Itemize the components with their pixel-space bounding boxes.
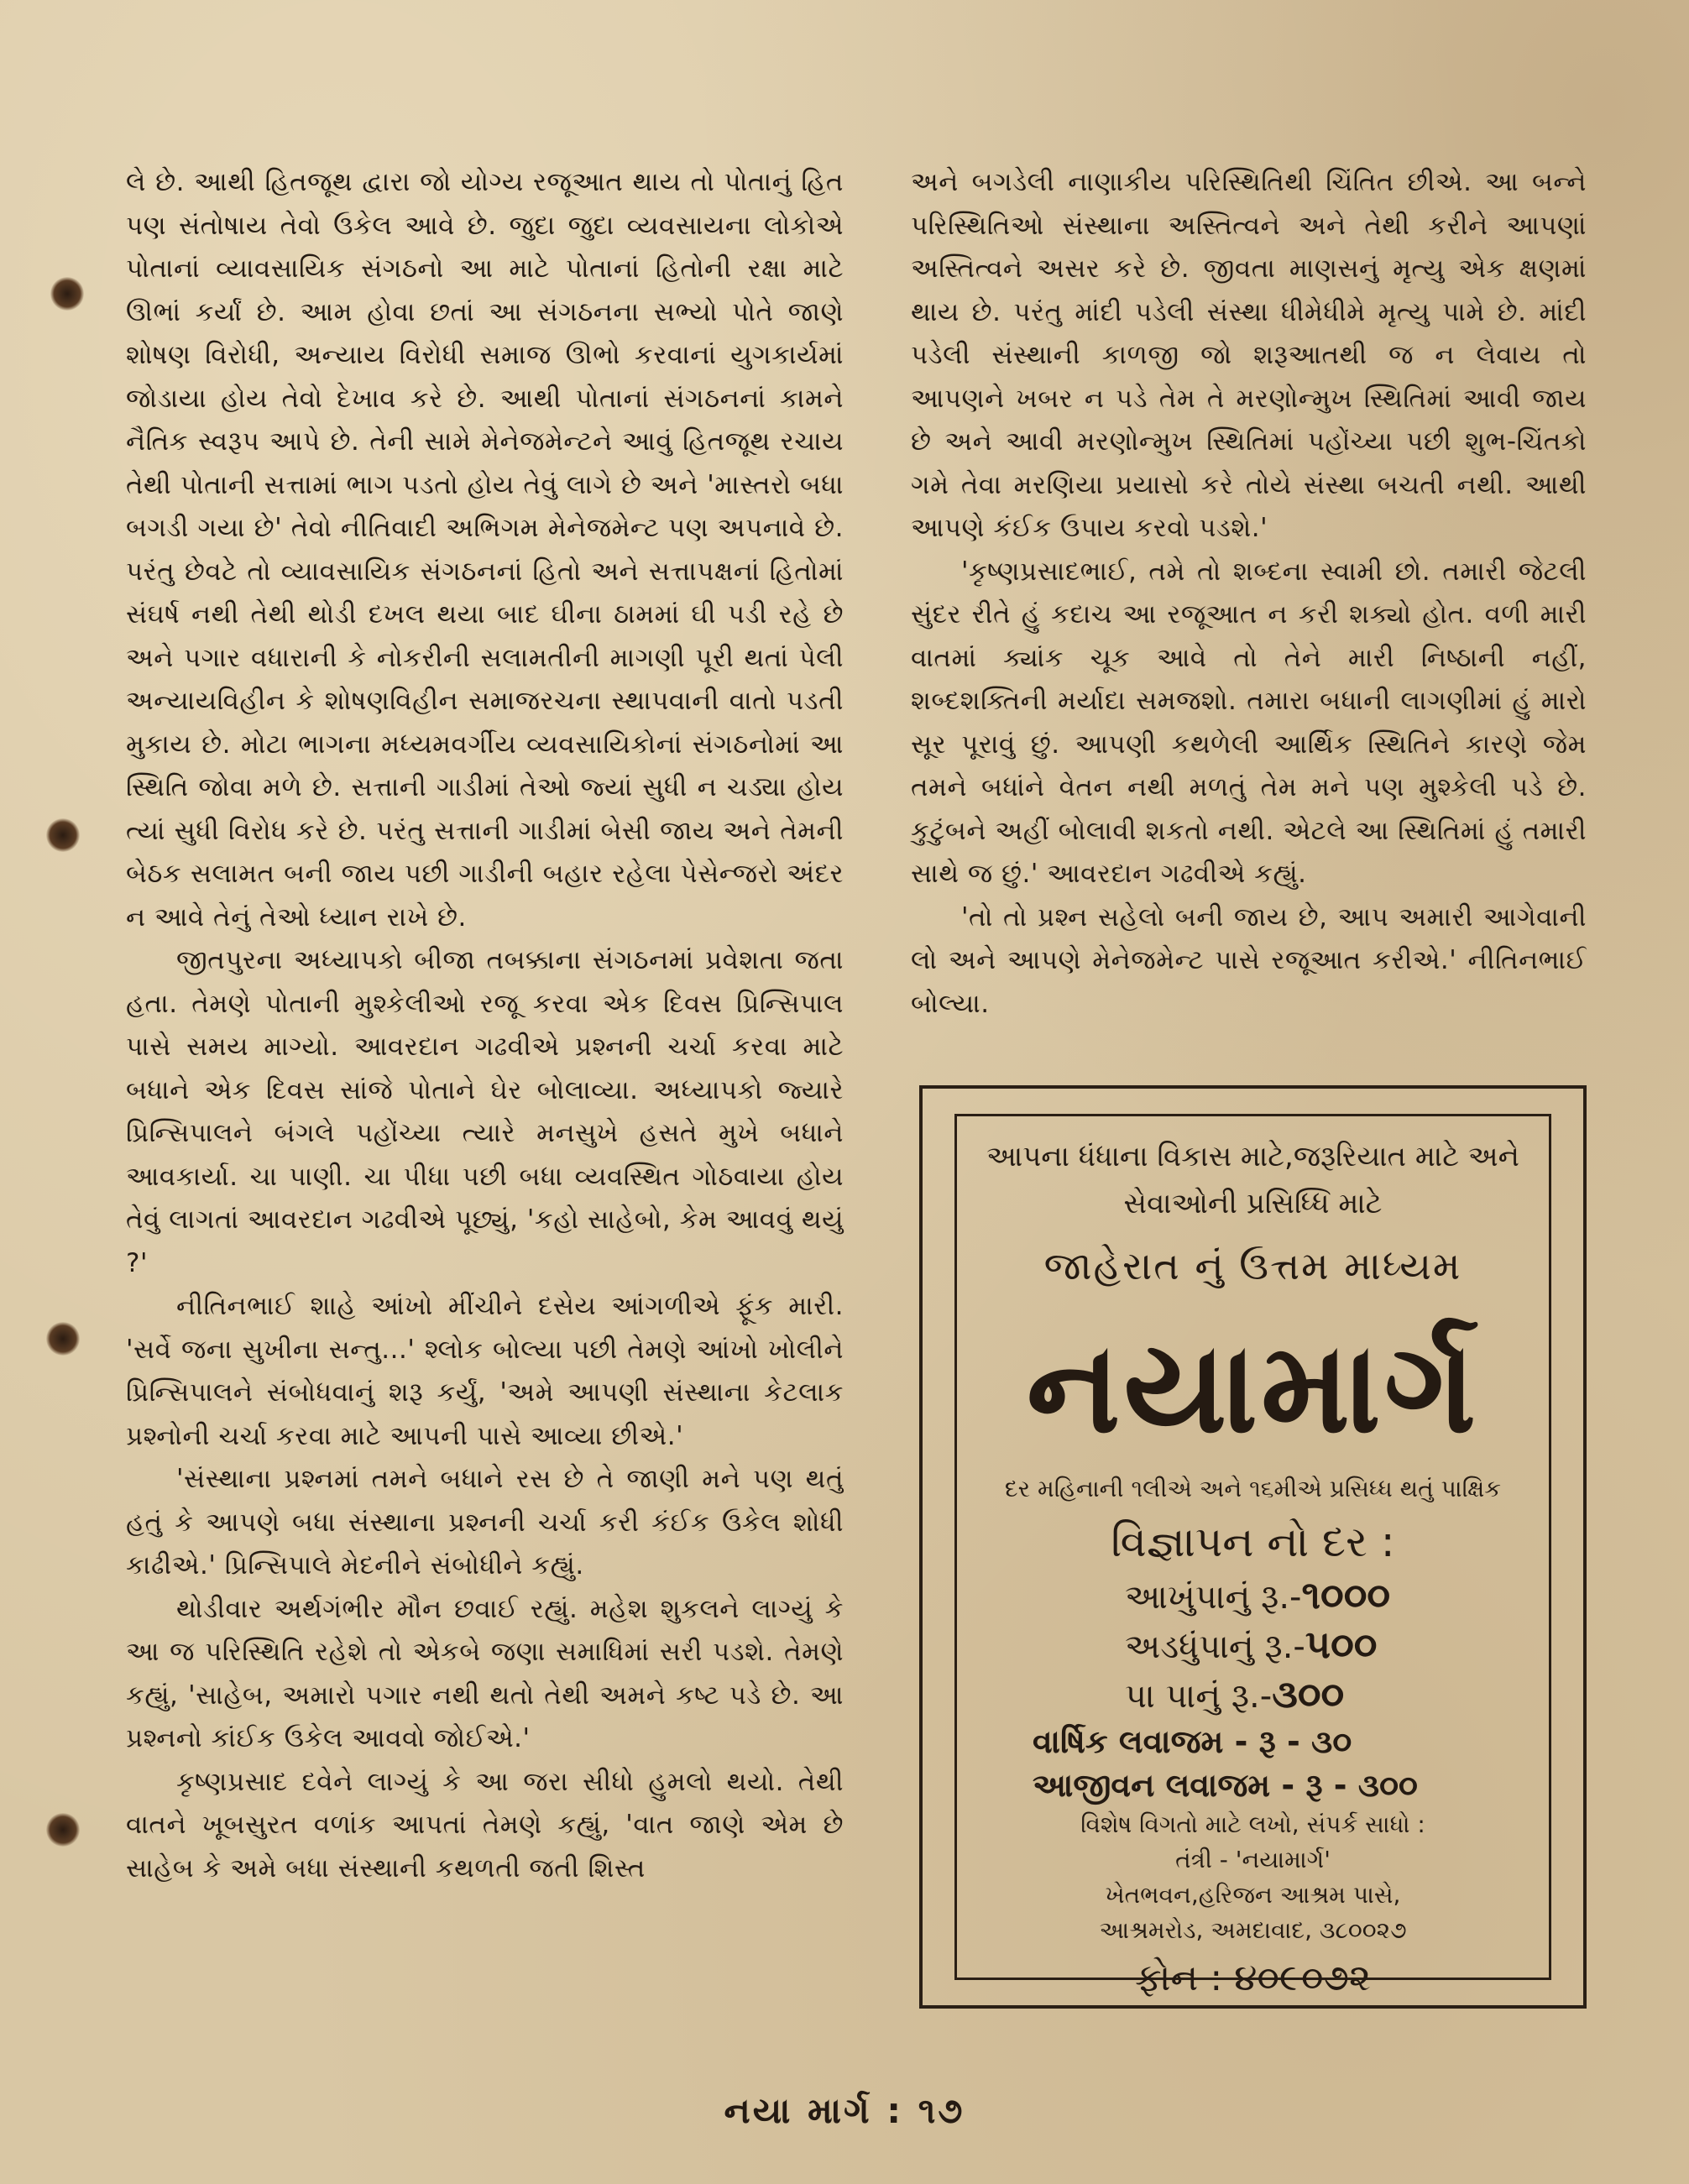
punch-hole xyxy=(50,277,84,311)
paragraph: અને બગડેલી નાણાકીય પરિસ્થિતિથી ચિંતિત છીએ. આ બન્ને પરિસ્થિતિઓ સંસ્થાના અસ્તિત્વને અને તેથી કરીને આપણાં અસ્તિત્વને અસર કરે છે. જીવતા માણસનું મૃત્યુ એક ક્ષણમાં થાય છે. પરંતુ માંદી પડેલી સંસ્થા ધીમેધીમે મૃત્યુ પામે છે. માંદી પડેલી સંસ્થાની કાળજી જો શરૂઆતથી જ ન લેવાય તો આપણને ખબર ન પડે તેમ તે મરણોન્મુખ સ્થિતિમાં આવી જાય છે અને આવી મરણોન્મુખ સ્થિતિમાં પહોંચ્યા પછી શુભ-ચિંતકો ગમે તેવા મરણિયા પ્રયાસો કરે તોયે સંસ્થા બચતી નથી. આથી આપણે કંઈક ઉપાય કરવો પડશે.' xyxy=(911,167,1587,543)
paragraph: 'સંસ્થાના પ્રશ્નમાં તમને બધાને રસ છે તે જાણી મને પણ થતું હતું કે આપણે બધા સંસ્થાના પ્રશ્નની ચર્ચા કરી કંઈક ઉકેલ શોધી કાઢીએ.' પ્રિન્સિપાલે મેદનીને સંબોધીને કહ્યું. xyxy=(126,1464,844,1581)
ad-address-line: આશ્રમરોડ, અમદાવાદ, ૩૮૦૦૨૭ xyxy=(1099,1916,1407,1944)
punch-hole xyxy=(46,1322,80,1356)
ad-phone: ફોન : ૪૦૯૦૭૨ xyxy=(1135,1957,1371,1999)
ad-subscription: આજીવન લવાજમ - રૂ - ૩૦૦ xyxy=(1033,1767,1418,1804)
rate-label: અડધુંપાનું રૂ.- xyxy=(1125,1628,1305,1666)
ad-address-line: ખેતભવન,હરિજન આશ્રમ પાસે, xyxy=(1105,1881,1401,1909)
paragraph: લે છે. આથી હિતજૂથ દ્વારા જો યોગ્ય રજૂઆત થાય તો પોતાનું હિત પણ સંતોષાય તેવો ઉકેલ આવે છે. જુદા જુદા વ્યવસાયના લોકોએ પોતાનાં વ્યાવસાયિક સંગઠનો આ માટે પોતાનાં હિતોની રક્ષા માટે ઊભાં કર્યાં છે. આમ હોવા છતાં આ સંગઠનના સભ્યો પોતે જાણે શોષણ વિરોધી, અન્યાય વિરોધી સમાજ ઊભો કરવાનાં યુગકાર્યમાં જોડાયા હોય તેવો દેખાવ કરે છે. આથી પોતાનાં સંગઠનનાં કામને નૈતિક સ્વરૂપ આપે છે. તેની સામે મેનેજમેન્ટને આવું હિતજૂથ રચાય તેથી પોતાની સત્તામાં ભાગ પડતો હોય તેવું લાગે છે અને 'માસ્તરો બધા બગડી ગયા છે' તેવો નીતિવાદી અભિગમ મેનેજમેન્ટ પણ અપનાવે છે. પરંતુ છેવટે તો વ્યાવસાયિક સંગઠનનાં હિતો અને સત્તાપક્ષનાં હિતોમાં સંઘર્ષ નથી તેથી થોડી દખલ થયા બાદ ઘીના ઠામમાં ઘી પડી રહે છે અને પગાર વધારાની કે નોકરીની સલામતીની માગણી પૂરી થતાં પેલી અન્યાયવિહીન કે શોષણવિહીન સમાજરચના સ્થાપવાની વાતો પડતી મુકાય છે. મોટા ભાગના મધ્યમવર્ગીય વ્યવસાયિકોનાં સંગઠનોમાં આ સ્થિતિ જોવા મળે છે. સત્તાની ગાડીમાં તેઓ જ્યાં સુધી ન ચડ્યા હોય ત્યાં સુધી વિરોધ કરે છે. પરંતુ સત્તાની ગાડીમાં બેસી જાય અને તેમની બેઠક સલામત બની જાય પછી ગાડીની બહાર રહેલા પેસેન્જરો અંદર ન આવે તેનું તેઓ ધ્યાન રાખે છે. xyxy=(126,167,844,933)
paragraph: થોડીવાર અર્થગંભીર મૌન છવાઈ રહ્યું. મહેશ શુકલને લાગ્યું કે આ જ પરિસ્થિતિ રહેશે તો એકબે જણા સમાધિમાં સરી પડશે. તેમણે કહ્યું, 'સાહેબ, અમારો પગાર નથી થતો તેથી અમને કષ્ટ પડે છે. આ પ્રશ્નનો કાંઈક ઉકેલ આવવો જોઈએ.' xyxy=(126,1593,844,1753)
rate-price: ૫૦૦ xyxy=(1305,1622,1378,1667)
paragraph: જીતપુરના અધ્યાપકો બીજા તબક્કાના સંગઠનમાં પ્રવેશતા જતા હતા. તેમણે પોતાની મુશ્કેલીઓ રજૂ કરવા એક દિવસ પ્રિન્સિપાલ પાસે સમય માગ્યો. આવરદાન ગઢવીએ પ્રશ્નની ચર્ચા કરવા માટે બધાને એક દિવસ સાંજે પોતાને ઘેર બોલાવ્યા. અધ્યાપકો જ્યારે પ્રિન્સિપાલને બંગલે પહોંચ્યા ત્યારે મનસુખે હસતે મુખે બધાને આવકાર્યા. ચા પાણી. ચા પીધા પછી બધા વ્યવસ્થિત ગોઠવાયા હોય તેવું લાગતાં આવરદાન ગઢવીએ પૂછ્યું, 'કહો સાહેબો, કેમ આવવું થયું ?' xyxy=(126,945,844,1278)
ad-rate-row xyxy=(957,1621,1549,1670)
ad-subscription: વાર્ષિક લવાજમ - રૂ - ૩૦ xyxy=(1033,1723,1352,1760)
left-text-column xyxy=(126,161,844,1890)
page-footer: નયા માર્ગ : ૧૭ xyxy=(724,2090,965,2131)
rate-price: ૧૦૦૦ xyxy=(1301,1572,1391,1617)
ad-editor: તંત્રી - 'નયામાર્ગ' xyxy=(1175,1846,1331,1873)
ad-headline: જાહેરાત નું ઉત્તમ માધ્યમ xyxy=(1043,1243,1462,1288)
ad-brand-logo: નયામાર્ગ xyxy=(1026,1315,1480,1461)
rate-price: ૩૦૦ xyxy=(1272,1671,1345,1716)
ad-rate-row xyxy=(957,1670,1549,1720)
ad-frequency: દર મહિનાની ૧લીએ અને ૧૬મીએ પ્રસિધ્ધ થતું પાક્ષિક xyxy=(1004,1475,1502,1502)
advertisement-inner-frame xyxy=(954,1114,1551,1999)
punch-hole xyxy=(46,818,80,852)
punch-hole xyxy=(46,1813,80,1847)
advertisement-box xyxy=(919,1085,1587,2009)
paragraph: 'કૃષ્ણપ્રસાદભાઈ, તમે તો શબ્દના સ્વામી છો. તમારી જેટલી સુંદર રીતે હું કદાચ આ રજૂઆત ન કરી શક્યો હોત. વળી મારી વાતમાં ક્યાંક ચૂક આવે તો તેને મારી નિષ્ઠાની નહીં, શબ્દશક્તિની મર્યાદા સમજશો. તમારા બધાની લાગણીમાં હું મારો સૂર પૂરાવું છું. આપણી કથળેલી આર્થિક સ્થિતિને કારણે જેમ તમને બધાંને વેતન નથી મળતું તેમ મને પણ મુશ્કેલી પડે છે. કુટુંબને અહીં બોલાવી શકતો નથી. એટલે આ સ્થિતિમાં હું તમારી સાથે જ છું.' આવરદાન ગઢવીએ કહ્યું. xyxy=(911,556,1587,889)
ad-contact-note: વિશેષ વિગતો માટે લખો, સંપર્ક સાધો : xyxy=(1080,1810,1425,1838)
ad-rates-title: વિજ્ઞાપન નો દર : xyxy=(1111,1518,1395,1566)
paragraph: નીતિનભાઈ શાહે આંખો મીંચીને દસેય આંગળીએ ફૂંક મારી. 'સર્વે જના સુખીના સન્તુ...' શ્લોક બોલ્યા પછી તેમણે આંખો ખોલીને પ્રિન્સિપાલને સંબોધવાનું શરૂ કર્યું, 'અમે આપણી સંસ્થાના કેટલાક પ્રશ્નોની ચર્ચા કરવા માટે આપની પાસે આવ્યા છીએ.' xyxy=(126,1291,844,1451)
paragraph: કૃષ્ણપ્રસાદ દવેને લાગ્યું કે આ જરા સીધો હુમલો થયો. તેથી વાતને ખૂબસુરત વળાંક આપતાં તેમણે કહ્યું, 'વાત જાણે એમ છે સાહેબ કે અમે બધા સંસ્થાની કથળતી જતી શિસ્ત xyxy=(126,1766,844,1884)
rate-label: આખુંપાનું રૂ.- xyxy=(1125,1578,1302,1617)
right-text-column xyxy=(911,161,1587,1026)
ad-intro: આપના ધંધાના વિકાસ માટે,જરૂરિયાત માટે અને સેવાઓની પ્રસિધ્ધિ માટે xyxy=(986,1140,1520,1220)
ad-rate-row xyxy=(957,1571,1549,1621)
rate-label: પા પાનું રૂ.- xyxy=(1125,1677,1273,1716)
paragraph: 'તો તો પ્રશ્ન સહેલો બની જાય છે, આપ અમારી આગેવાની લો અને આપણે મેનેજમેન્ટ પાસે રજૂઆત કરીએ.' નીતિનભાઈ બોલ્યા. xyxy=(911,901,1587,1019)
